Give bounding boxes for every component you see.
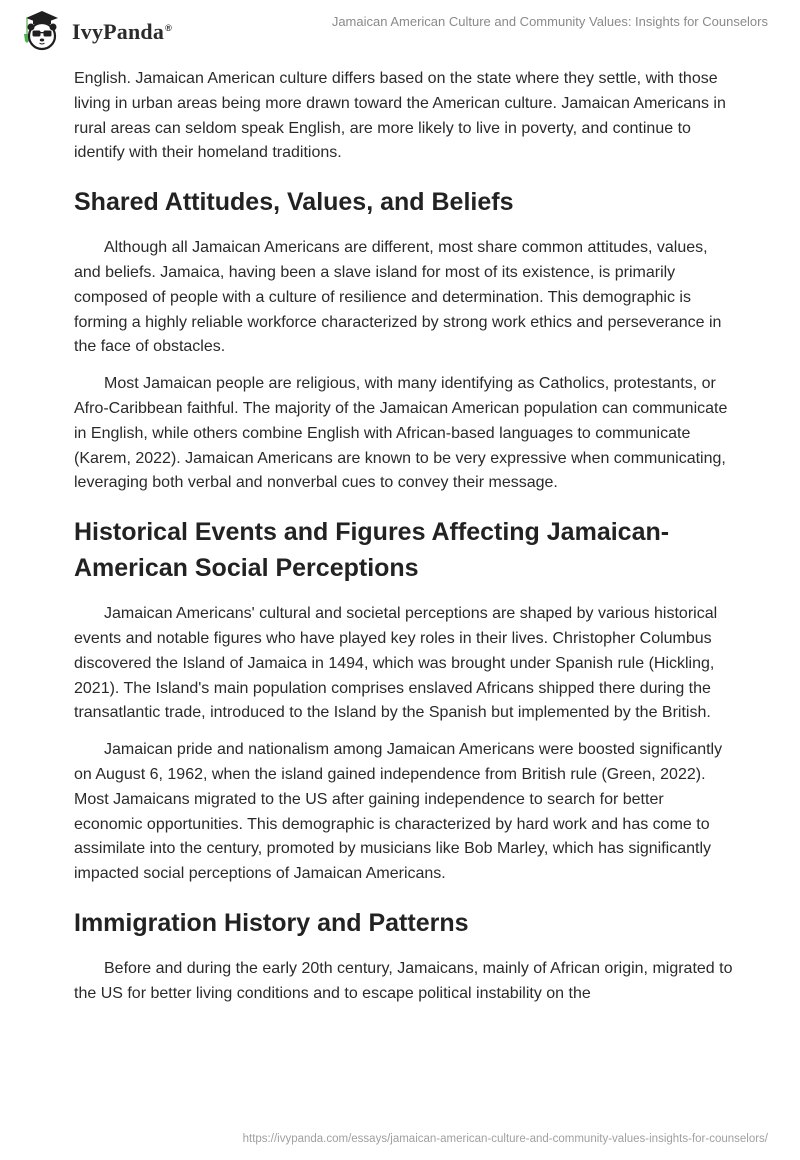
source-url[interactable]: https://ivypanda.com/essays/jamaican-american-culture-and-community-values-insights-for-counselors/ [242, 1133, 768, 1145]
paragraph: Although all Jamaican Americans are different, most share common attitudes, values, and beliefs. Jamaica, having been a slave island for most of its existence, is primarily composed of people with a culture of resilience and determination. This demographic is forming a highly reliable workforce characterized by strong work ethics and perseverance in the face of obstacles. [74, 239, 722, 356]
paragraph: Jamaican Americans' cultural and societal perceptions are shaped by various historical events and notable figures who have played key roles in their lives. Christopher Columbus discovered the Island of Jamaica in 1494, which was brought under Spanish rule (Hickling, 2021). The Island's main population comprises enslaved Africans shipped there during the transatlantic trade, introduced to the Island by the Spanish but implemented by the British. [74, 605, 718, 722]
paragraph: Before and during the early 20th century, Jamaicans, mainly of African origin, migrated to the US for better living conditions and to escape political instability on the [74, 959, 733, 1002]
logo-text: IvyPanda® [72, 19, 172, 44]
section-heading-historical-events: Historical Events and Figures Affecting Jamaican-American Social Perceptions [74, 518, 670, 583]
essay-content [74, 67, 734, 1019]
ivypanda-logo[interactable] [18, 8, 172, 52]
section-heading-shared-attitudes: Shared Attitudes, Values, and Beliefs [74, 188, 514, 217]
document-title: Jamaican American Culture and Community Values: Insights for Counselors [331, 14, 768, 29]
paragraph: Jamaican pride and nationalism among Jamaican Americans were boosted significantly on August 6, 1962, when the island gained independence from British rule (Green, 2022). Most Jamaicans migrated to the US after gaining independence to search for better economic opportunities. This demographic is characterized by hard work and has come to assimilate into the century, promoted by musicians like Bob Marley, which has significantly impacted social perceptions of Jamaican Americans. [74, 741, 723, 883]
panda-graduate-icon [18, 8, 64, 52]
intro-paragraph: English. Jamaican American culture differs based on the state where they settle, with those living in urban areas being more drawn toward the American culture. Jamaican Americans in rural areas can seldom speak English, are more likely to live in poverty, and continue to identify with their homeland traditions. [74, 70, 726, 162]
page-header [0, 0, 800, 56]
section-heading-immigration-history: Immigration History and Patterns [74, 908, 469, 937]
paragraph: Most Jamaican people are religious, with many identifying as Catholics, protestants, or Afro-Caribbean faithful. The majority of the Jamaican American population can communicate in English, while others combine English with African-based languages to communicate (Karem, 2022). Jamaican Americans are known to be very expressive when communicating, leveraging both verbal and nonverbal cues to convey their message. [74, 375, 728, 492]
